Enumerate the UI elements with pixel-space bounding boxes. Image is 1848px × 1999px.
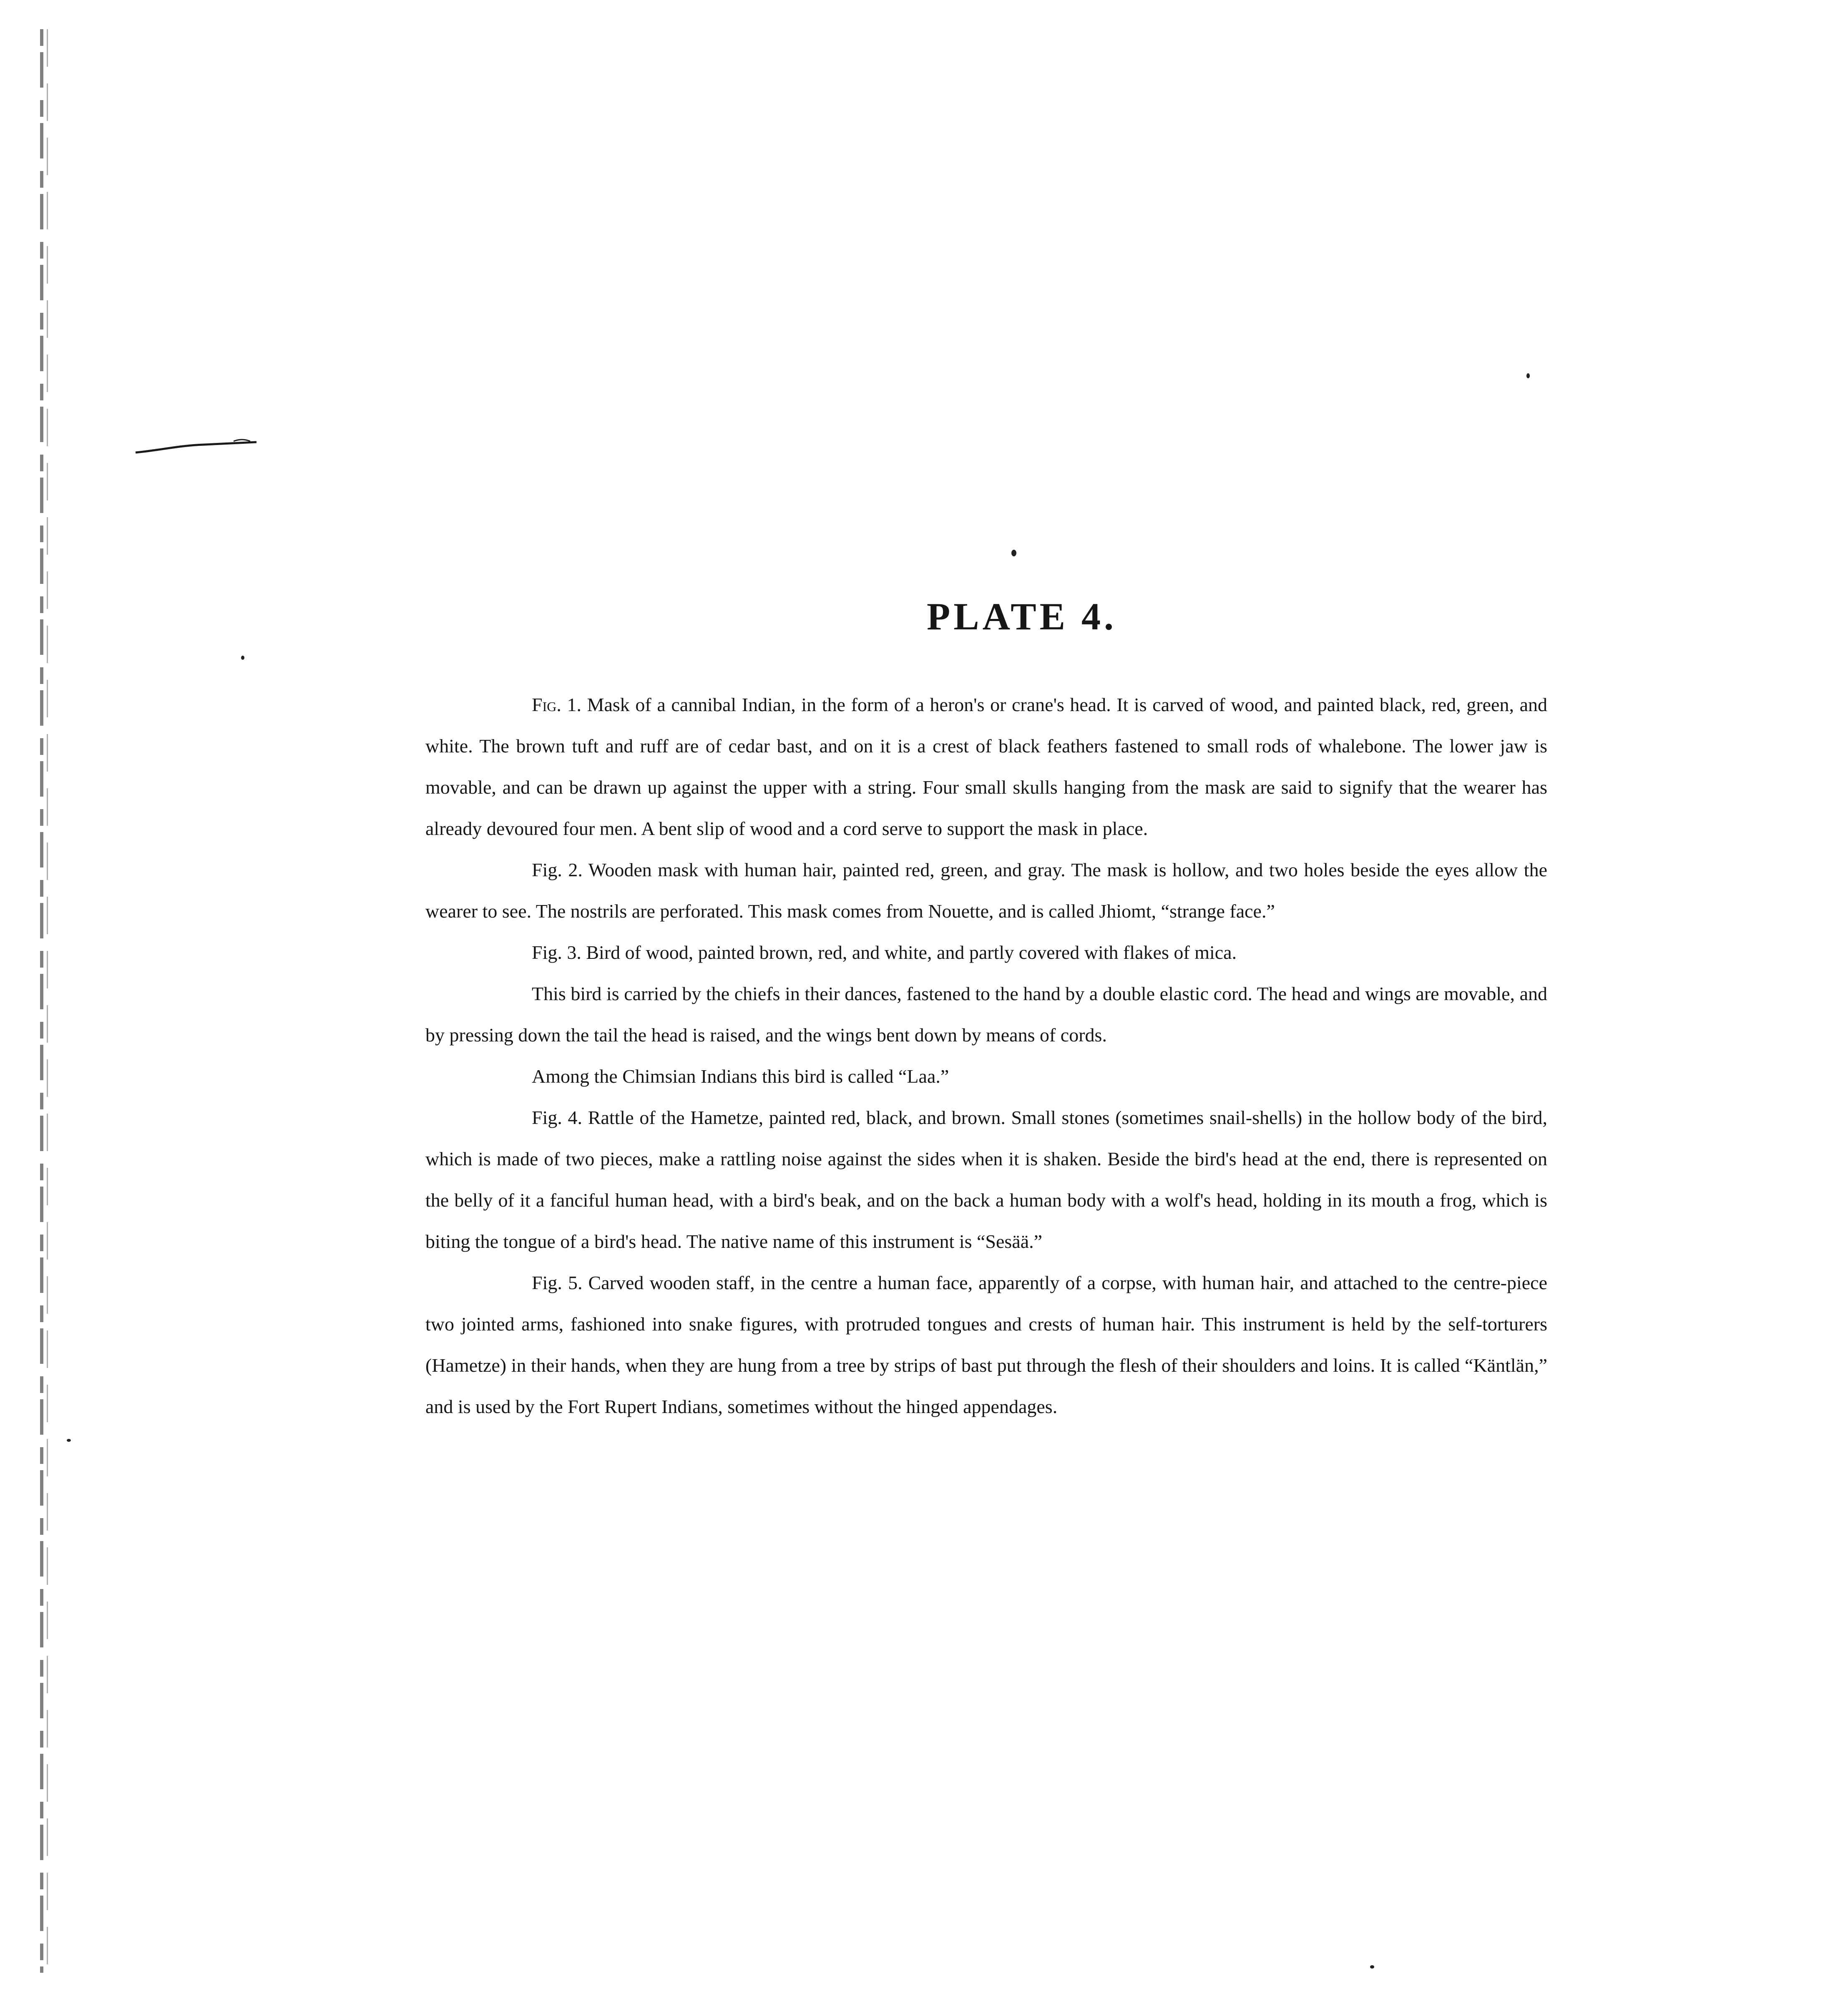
paragraph-text: This bird is carried by the chiefs in their dances, fastened to the hand by a double elastic cord. The head and wings are movable, and by pressing down the tail the head is raised, and the wings bent down by means of cords. — [425, 983, 1547, 1046]
paragraph-fig-2 — [425, 849, 1547, 932]
figure-label: Fig. 1. — [532, 694, 581, 715]
figure-label: Fig. 5. — [532, 1272, 583, 1293]
plate-description — [425, 684, 1547, 1427]
figure-label: Fig. 3. — [532, 942, 581, 963]
paragraph-fig-5 — [425, 1262, 1547, 1427]
speck — [241, 656, 244, 660]
paragraph-fig-3 — [425, 932, 1547, 973]
paragraph-fig-3-native-name — [425, 1056, 1547, 1097]
figure-description: Bird of wood, painted brown, red, and white, and partly covered with flakes of mica. — [586, 942, 1237, 963]
figure-description: Mask of a cannibal Indian, in the form of a heron's or crane's head. It is carved of wood, and painted black, red, green, and white. The brown tuft and ruff are of cedar bast, and on it is a crest of black feathers fastened to small rods of whalebone. The lower jaw is movable, and can be drawn up against the upper with a string. Four small skulls hanging from the mask are said to signify that the wearer has already devoured four men. A bent slip of wood and a cord serve to support the mask in place. — [425, 694, 1547, 839]
speck — [1011, 550, 1016, 556]
ink-stroke-mark — [133, 434, 259, 459]
page-binding-edge — [40, 29, 43, 1973]
speck — [1526, 373, 1530, 378]
speck — [67, 1439, 71, 1442]
page-binding-edge-inner — [47, 29, 48, 1973]
paragraph-fig-3-continued — [425, 973, 1547, 1056]
plate-title: PLATE 4. — [927, 595, 1117, 638]
paragraph-fig-1 — [425, 684, 1547, 849]
paragraph-text: Among the Chimsian Indians this bird is called “Laa.” — [532, 1066, 949, 1087]
paragraph-fig-4 — [425, 1097, 1547, 1262]
figure-description: Carved wooden staff, in the centre a human face, apparently of a corpse, with human hair, and attached to the centre-piece two jointed arms, fashioned into snake figures, with protruded tongues and crests of human hair. This instrument is held by the self-torturers (Hametze) in their hands, when they are hung from a tree by strips of bast put through the flesh of their shoulders and loins. It is called “Käntlän,” and is used by the Fort Rupert Indians, sometimes without the hinged appendages. — [425, 1272, 1548, 1417]
figure-label: Fig. 2. — [532, 859, 583, 880]
speck — [1370, 1965, 1374, 1969]
figure-description: Rattle of the Hametze, painted red, black, and brown. Small stones (sometimes snail-shells) in the hollow body of the bird, which is made of two pieces, make a rattling noise against the sides when it is shaken. Beside the bird's head at the end, there is represented on the belly of it a fanciful human head, with a bird's beak, and on the back a human body with a wolf's head, holding in its mouth a frog, which is biting the tongue of a bird's head. The native name of this instrument is “Sesää.” — [425, 1107, 1548, 1252]
figure-label: Fig. 4. — [532, 1107, 583, 1128]
figure-description: Wooden mask with human hair, painted red, green, and gray. The mask is hollow, and two holes beside the eyes allow the wearer to see. The nostrils are perforated. This mask comes from Nouette, and is called Jhiomt, “strange face.” — [425, 859, 1547, 922]
